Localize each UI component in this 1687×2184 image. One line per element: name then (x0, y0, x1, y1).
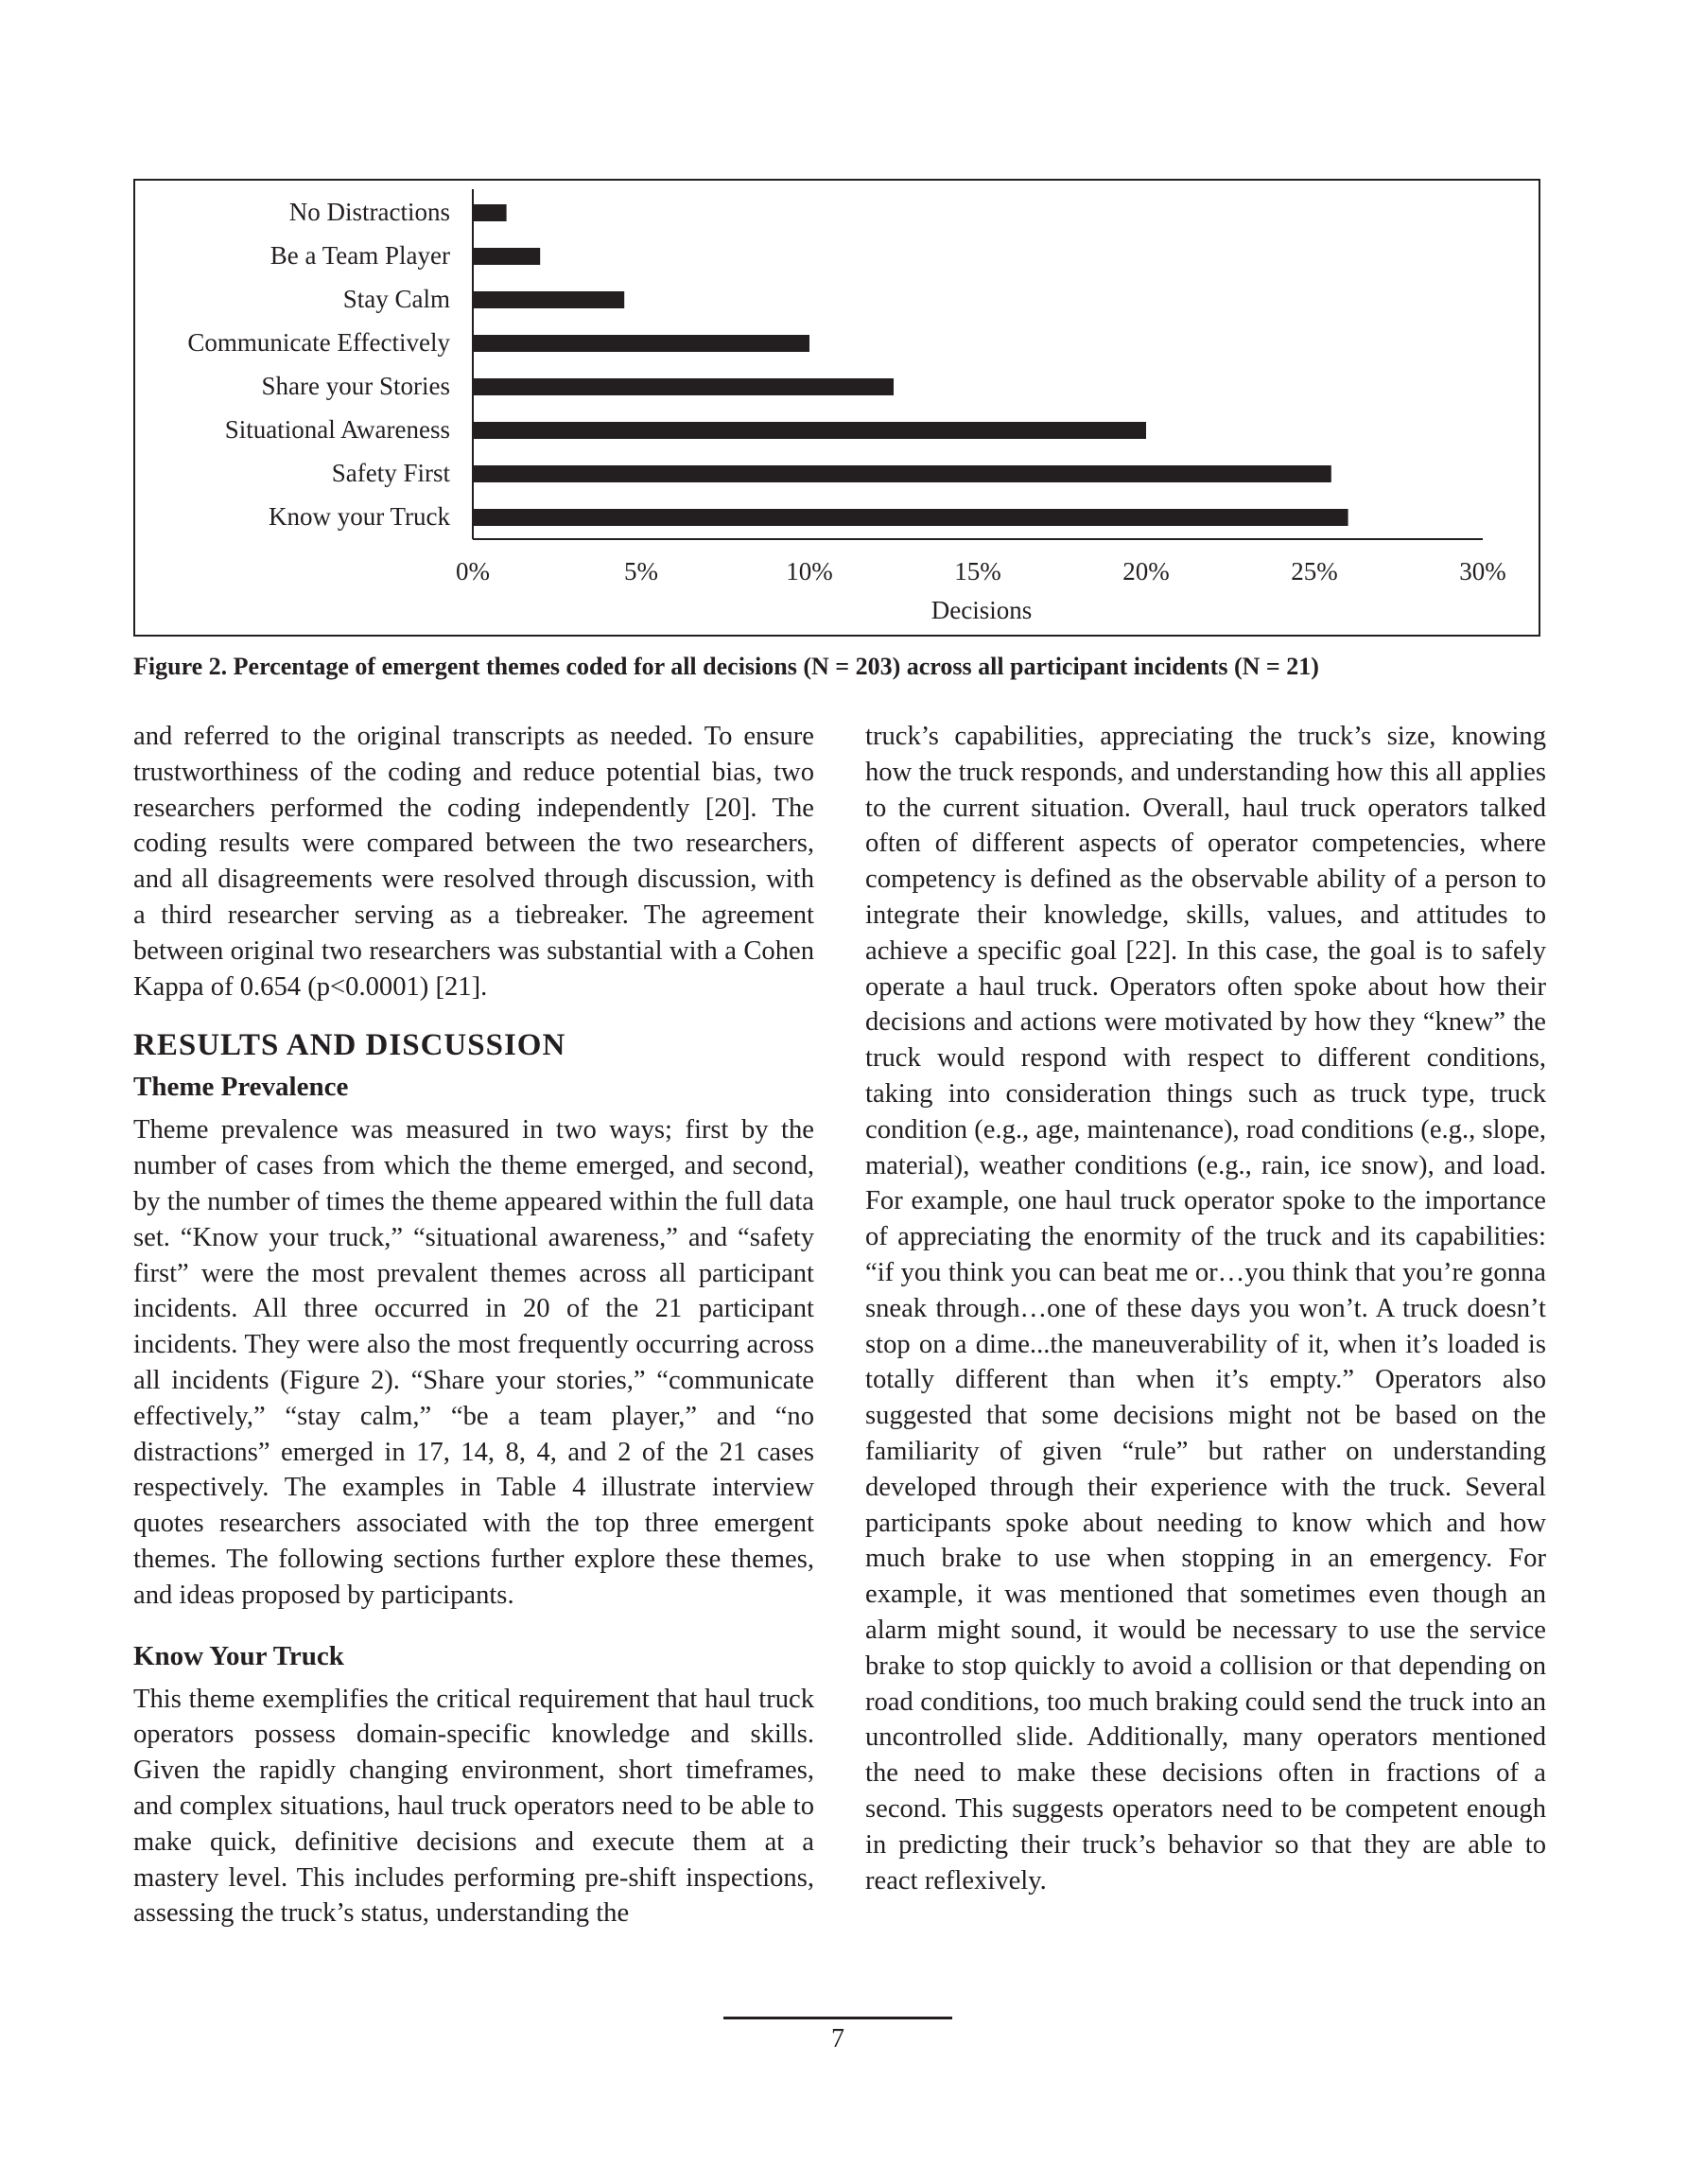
category-label: Safety First (331, 459, 450, 487)
x-tick-label: 30% (1459, 557, 1506, 585)
right-column (865, 719, 1546, 1898)
bar (473, 465, 1331, 482)
x-tick-label: 10% (786, 557, 833, 585)
category-label: Communicate Effectively (187, 328, 450, 357)
subheading-know-your-truck: Know Your Truck (133, 1640, 344, 1671)
x-tick-label: 0% (456, 557, 490, 585)
x-tick-label: 25% (1291, 557, 1338, 585)
category-label: Stay Calm (342, 285, 450, 313)
paragraph-intro: and referred to the original transcripts as needed. To ensure trustworthiness of the coding and reduce potential bias, two researchers performed the coding independently [20]. The coding results were compared between the two researchers, and all disagreements were resolved through discussion, with a third researcher serving as a tiebreaker. The agreement between original two researchers was substantial with a Cohen Kappa of 0.654 (p<0.0001) [21]. (133, 722, 814, 1002)
bar (473, 378, 894, 395)
category-label: Know your Truck (268, 502, 450, 531)
bar (473, 291, 624, 308)
x-tick-label: 20% (1122, 557, 1170, 585)
bar (473, 204, 507, 221)
category-label: Share your Stories (261, 372, 450, 400)
category-label: Situational Awareness (224, 415, 450, 444)
subheading-theme-prevalence: Theme Prevalence (133, 1072, 349, 1103)
left-column (133, 719, 814, 1931)
paragraph-know-your-truck: This theme exemplifies the critical requirement that haul truck operators possess domain-specific knowledge and skills. Given the rapidly changing environment, short timeframes, and complex situations, haul truck operators need to be able to make quick, definitive decisions and execute them at a mastery level. This includes performing pre-shift inspections, assessing the truck’s status, understanding the (133, 1684, 814, 1929)
x-tick-label: 15% (954, 557, 1001, 585)
category-label: Be a Team Player (270, 241, 450, 270)
paragraph-theme-prevalence: Theme prevalence was measured in two ways; first by the number of cases from which the theme emerged, and second, by the number of times the theme appeared within the full data set. “Know your truck,” “situational awareness,” and “safety first” were the most prevalent themes across all participant incidents. All three occurred in 20 of the 21 participant incidents. They were also the most frequently occurring across all incidents (Figure 2). “Share your stories,” “communicate effectively,” “stay calm,” “be a team player,” and “no distractions” emerged in 17, 14, 8, 4, and 2 of the 21 cases respectively. The examples in Table 4 illustrate interview quotes researchers associated with the top three emergent themes. The following sections further explore these themes, and ideas proposed by participants. (133, 1115, 814, 1610)
figure-caption: Figure 2. Percentage of emergent themes coded for all decisions (N = 203) across all participant incidents (N = 21) (133, 653, 1319, 680)
bar (473, 509, 1348, 526)
footer-rule (723, 2017, 952, 2019)
bar (473, 335, 809, 352)
page-number: 7 (831, 2024, 844, 2053)
category-label: No Distractions (288, 198, 450, 226)
x-axis-title: Decisions (930, 596, 1033, 624)
bar (473, 422, 1146, 439)
x-tick-label: 5% (624, 557, 658, 585)
section-heading: RESULTS AND DISCUSSION (133, 1028, 566, 1063)
bar-chart (0, 0, 1687, 662)
bar (473, 248, 540, 265)
paragraph-right-column: truck’s capabilities, appreciating the truck’s size, knowing how the truck responds, and understanding how this all applies to the current situation. Overall, haul truck operators talked often of different aspects of operator competencies, where competency is defined as the observable ability of a person to integrate their knowledge, skills, values, and attitudes to achieve a specific goal [22]. In this case, the goal is to safely operate a haul truck. Operators often spoke about how their decisions and actions were motivated by how they “knew” the truck would respond with respect to different conditions, taking into consideration things such as truck type, truck condition (e.g., age, maintenance), road conditions (e.g., slope, material), weather conditions (e.g., rain, ice snow), and load. For example, one haul truck operator spoke to the importance of appreciating the enormity of the truck and its capabilities: “if you think you can beat me or…you think that you’re gonna sneak through…one of these days you won’t. A truck doesn’t stop on a dime...the maneuverability of it, when it’s loaded is totally different than when it’s empty.” Operators also suggested that some decisions might not be based on the familiarity of given “rule” but rather on understanding developed through their experience with the truck. Several participants spoke about needing to know which and how much brake to use when stopping in an emergency. For example, it was mentioned that sometimes even though an alarm might sound, it would be necessary to use the service brake to stop quickly to avoid a collision or that depending on road conditions, too much braking could send the truck into an uncontrolled slide. Additionally, many operators mentioned the need to make these decisions often in fractions of a second. This suggests operators need to be competent enough in predicting their truck’s behavior so that they are able to react reflexively. (865, 722, 1546, 1896)
